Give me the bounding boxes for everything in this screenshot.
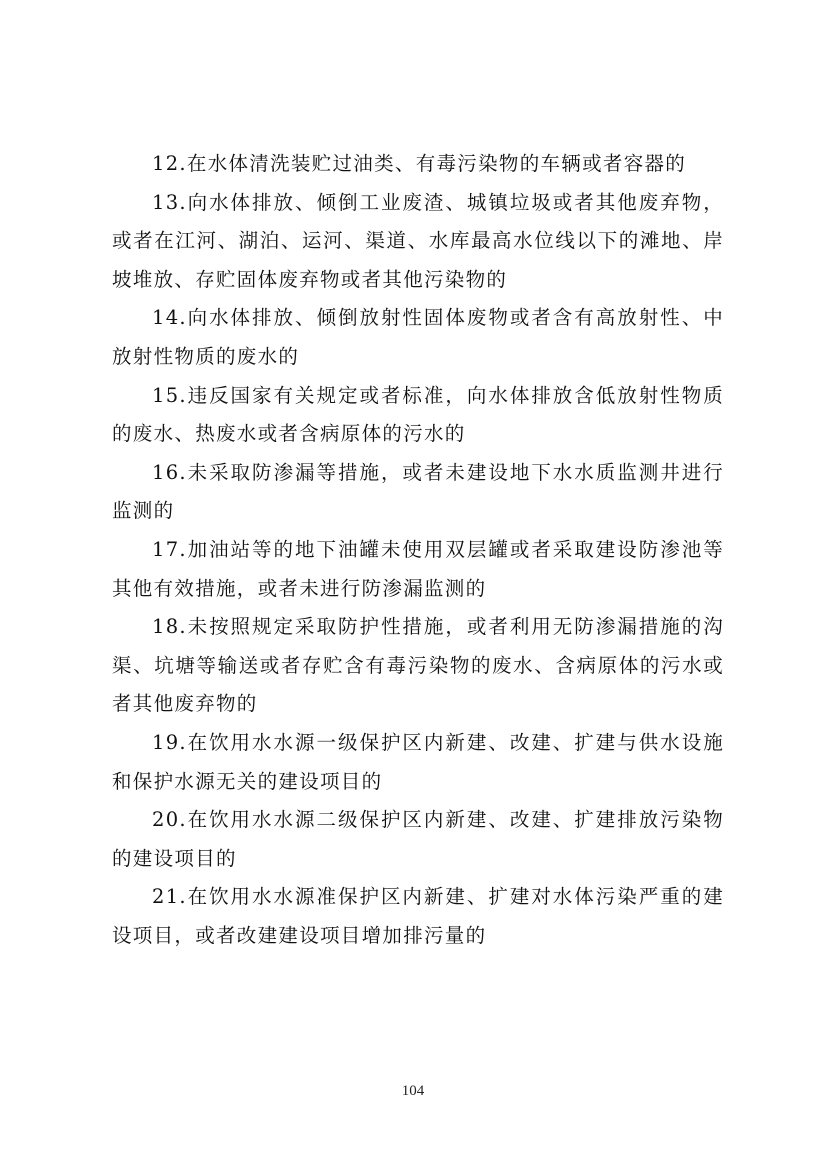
list-item-17: 17.加油站等的地下油罐未使用双层罐或者采取建设防渗池等其他有效措施，或者未进行防渗漏监测的: [112, 537, 724, 600]
list-item-20: 20.在饮用水水源二级保护区内新建、改建、扩建排放污染物的建设项目的: [112, 808, 724, 870]
list-item-16: 16.未采取防渗漏等措施，或者未建设地下水水质监测井进行监测的: [112, 460, 724, 523]
list-item-12: 12.在水体清洗装贮过油类、有毒污染物的车辆或者容器的: [152, 152, 687, 175]
list-item-14: 14.向水体排放、倾倒放射性固体废物或者含有高放射性、中放射性物质的废水的: [112, 306, 724, 368]
list-item-13: 13.向水体排放、倾倒工业废渣、城镇垃圾或者其他废弃物，或者在江河、湖泊、运河、渠道、水库最高水位线以下的滩地、岸坡堆放、存贮固体废弃物或者其他污染物的: [112, 190, 724, 291]
list-item-19: 19.在饮用水水源一级保护区内新建、改建、扩建与供水设施和保护水源无关的建设项目的: [112, 730, 724, 793]
document-body: [112, 145, 724, 955]
list-item-18: 18.未按照规定采取防护性措施，或者利用无防渗漏措施的沟渠、坑塘等输送或者存贮含有毒污染物的废水、含病原体的污水或者其他废弃物的: [112, 615, 724, 716]
list-item-15: 15.违反国家有关规定或者标准，向水体排放含低放射性物质的废水、热废水或者含病原体的污水的: [112, 383, 724, 446]
page-number: 104: [401, 1083, 425, 1099]
list-item-21: 21.在饮用水水源准保护区内新建、扩建对水体污染严重的建设项目，或者改建建设项目增加排污量的: [112, 885, 724, 947]
